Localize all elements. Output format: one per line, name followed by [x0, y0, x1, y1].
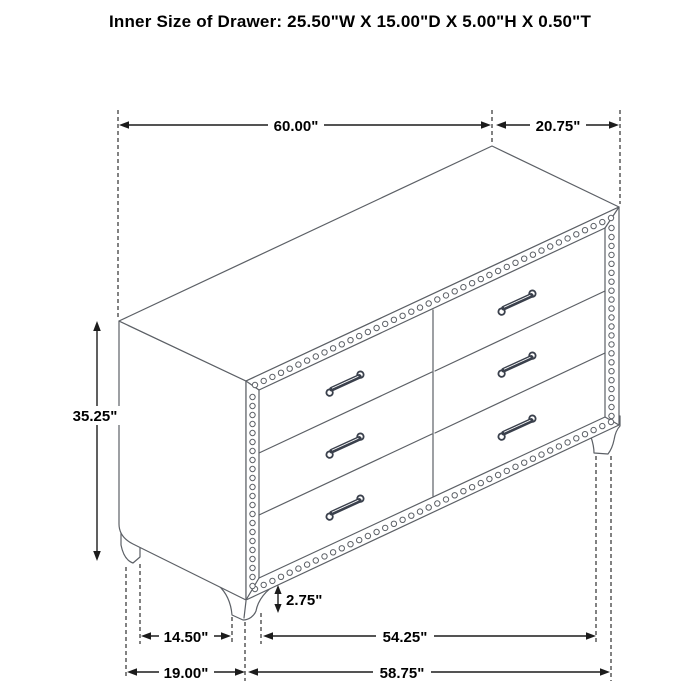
nailhead-stud — [250, 475, 255, 480]
nailhead-stud — [270, 374, 275, 379]
arrowhead-down — [274, 604, 281, 613]
nailhead-stud — [417, 509, 422, 514]
dimension-side-overall — [127, 663, 245, 682]
nailhead-stud — [261, 582, 266, 587]
nailhead-stud — [608, 419, 613, 424]
nailhead-stud — [452, 289, 457, 294]
nailhead-stud — [250, 484, 255, 489]
nailhead-stud — [461, 285, 466, 290]
nailhead-stud — [330, 346, 335, 351]
nailhead-stud — [556, 240, 561, 245]
nailhead-stud — [374, 325, 379, 330]
nailhead-stud — [609, 351, 614, 356]
nailhead-stud — [250, 439, 255, 444]
nailhead-stud — [322, 554, 327, 559]
nailhead-stud — [522, 256, 527, 261]
arrowhead-right — [221, 632, 231, 640]
nailhead-stud — [539, 248, 544, 253]
nailhead-stud — [530, 252, 535, 257]
nailhead-stud — [417, 305, 422, 310]
nailhead-stud — [487, 476, 492, 481]
nailhead-stud — [609, 395, 614, 400]
page-title: Inner Size of Drawer: 25.50"W X 15.00"D X 5.00"H X 0.50"T — [108, 12, 592, 31]
nailhead-stud — [383, 321, 388, 326]
nailhead-stud — [400, 517, 405, 522]
nailhead-stud — [609, 306, 614, 311]
arrowhead-down — [93, 551, 101, 561]
nailhead-stud — [609, 386, 614, 391]
dimension-leg-height — [274, 585, 322, 613]
nailhead-stud — [478, 276, 483, 281]
nailhead-stud — [250, 493, 255, 498]
nailhead-stud — [609, 360, 614, 365]
nailhead-stud — [609, 234, 614, 239]
dimension-top-width — [119, 116, 491, 135]
arrowhead-left — [496, 121, 506, 129]
nailhead-stud — [609, 369, 614, 374]
nailhead-stud — [504, 468, 509, 473]
nailhead-stud — [504, 264, 509, 269]
nailhead-stud — [250, 529, 255, 534]
nailhead-stud — [513, 260, 518, 265]
nailhead-stud — [357, 333, 362, 338]
nailhead-stud — [250, 412, 255, 417]
arrowhead-left — [141, 632, 151, 640]
nailhead-stud — [250, 448, 255, 453]
nailhead-stud — [574, 232, 579, 237]
nailhead-stud — [426, 505, 431, 510]
nailhead-stud — [365, 329, 370, 334]
nailhead-stud — [609, 404, 614, 409]
nailhead-stud — [530, 456, 535, 461]
nailhead-stud — [591, 223, 596, 228]
arrowhead-right — [481, 121, 491, 129]
nailhead-stud — [609, 315, 614, 320]
dim-label-leg-height: 2.75" — [286, 592, 323, 609]
nailhead-stud — [287, 366, 292, 371]
nailhead-stud — [556, 444, 561, 449]
nailhead-stud — [313, 558, 318, 563]
nailhead-stud — [261, 378, 266, 383]
nailhead-stud — [443, 293, 448, 298]
nailhead-stud — [600, 423, 605, 428]
nailhead-stud — [435, 501, 440, 506]
nailhead-stud — [250, 457, 255, 462]
nailhead-stud — [461, 489, 466, 494]
nailhead-stud — [250, 466, 255, 471]
nailhead-stud — [435, 297, 440, 302]
nailhead-stud — [250, 403, 255, 408]
nailhead-stud — [250, 394, 255, 399]
nailhead-stud — [296, 566, 301, 571]
nailhead-stud — [278, 574, 283, 579]
nailhead-stud — [357, 537, 362, 542]
nailhead-stud — [374, 529, 379, 534]
nailhead-stud — [574, 436, 579, 441]
nailhead-stud — [400, 313, 405, 318]
nailhead-stud — [513, 464, 518, 469]
nailhead-stud — [443, 497, 448, 502]
nailhead-stud — [250, 430, 255, 435]
nailhead-stud — [487, 272, 492, 277]
arrowhead-up — [93, 321, 101, 331]
nailhead-stud — [522, 460, 527, 465]
nailhead-stud — [250, 556, 255, 561]
dim-label-top-depth: 20.75" — [535, 118, 581, 135]
nailhead-stud — [565, 440, 570, 445]
nailhead-stud — [330, 550, 335, 555]
nailhead-stud — [609, 333, 614, 338]
nailhead-stud — [322, 350, 327, 355]
nailhead-stud — [409, 309, 414, 314]
nailhead-stud — [250, 502, 255, 507]
nailhead-stud — [304, 358, 309, 363]
nailhead-stud — [452, 493, 457, 498]
nailhead-stud — [609, 270, 614, 275]
nailhead-stud — [609, 297, 614, 302]
nailhead-stud — [383, 525, 388, 530]
nailhead-stud — [339, 546, 344, 551]
arrowhead-right — [600, 668, 610, 676]
nailhead-stud — [495, 472, 500, 477]
nailhead-stud — [600, 219, 605, 224]
nailhead-stud — [250, 511, 255, 516]
nailhead-stud — [582, 228, 587, 233]
nailhead-stud — [548, 448, 553, 453]
nailhead-stud — [252, 382, 257, 387]
nailhead-stud — [609, 288, 614, 293]
nailhead-stud — [250, 565, 255, 570]
nailhead-stud — [250, 520, 255, 525]
dimension-front-leg-span — [263, 627, 596, 646]
nailhead-stud — [391, 317, 396, 322]
nailhead-stud — [609, 225, 614, 230]
dimension-top-depth — [496, 116, 619, 135]
dim-label-side-overall: 19.00" — [163, 665, 209, 682]
nailhead-stud — [608, 215, 613, 220]
nailhead-stud — [304, 562, 309, 567]
nailhead-stud — [609, 324, 614, 329]
nailhead-stud — [469, 485, 474, 490]
nailhead-stud — [591, 427, 596, 432]
dim-label-height: 35.25" — [72, 408, 118, 425]
arrowhead-left — [248, 668, 258, 676]
nailhead-stud — [270, 578, 275, 583]
nailhead-stud — [348, 338, 353, 343]
nailhead-stud — [539, 452, 544, 457]
nailhead-stud — [582, 432, 587, 437]
nailhead-stud — [296, 362, 301, 367]
arrowhead-right — [235, 668, 245, 676]
nailhead-stud — [426, 301, 431, 306]
arrowhead-right — [586, 632, 596, 640]
nailhead-stud — [365, 533, 370, 538]
nailhead-stud — [313, 354, 318, 359]
arrowhead-left — [119, 121, 129, 129]
dim-label-side-leg-gap: 14.50" — [163, 629, 209, 646]
nailhead-stud — [287, 570, 292, 575]
dim-label-top-width: 60.00" — [273, 118, 319, 135]
dim-label-front-base-width: 58.75" — [379, 665, 425, 682]
dim-label-front-leg-span: 54.25" — [382, 629, 428, 646]
dimension-side-leg-gap — [141, 627, 231, 646]
arrowhead-left — [263, 632, 273, 640]
nailhead-stud — [250, 574, 255, 579]
nailhead-stud — [478, 480, 483, 485]
nailhead-stud — [609, 378, 614, 383]
nailhead-stud — [609, 252, 614, 257]
nailhead-stud — [250, 421, 255, 426]
nailhead-stud — [609, 243, 614, 248]
arrowhead-right — [609, 121, 619, 129]
nailhead-stud — [565, 236, 570, 241]
dimension-overall-height — [66, 321, 124, 561]
nailhead-stud — [495, 268, 500, 273]
nailhead-stud — [609, 342, 614, 347]
nailhead-stud — [609, 279, 614, 284]
nailhead-stud — [409, 513, 414, 518]
nailhead-stud — [609, 261, 614, 266]
arrowhead-left — [127, 668, 137, 676]
nailhead-stud — [250, 583, 255, 588]
dimension-front-base-width — [248, 663, 610, 682]
nailhead-stud — [250, 547, 255, 552]
nailhead-stud — [339, 342, 344, 347]
nailhead-stud — [609, 413, 614, 418]
nailhead-stud — [278, 370, 283, 375]
nailhead-stud — [391, 521, 396, 526]
nailhead-stud — [548, 244, 553, 249]
nailhead-stud — [250, 538, 255, 543]
nailhead-stud — [348, 542, 353, 547]
nailhead-stud — [469, 281, 474, 286]
